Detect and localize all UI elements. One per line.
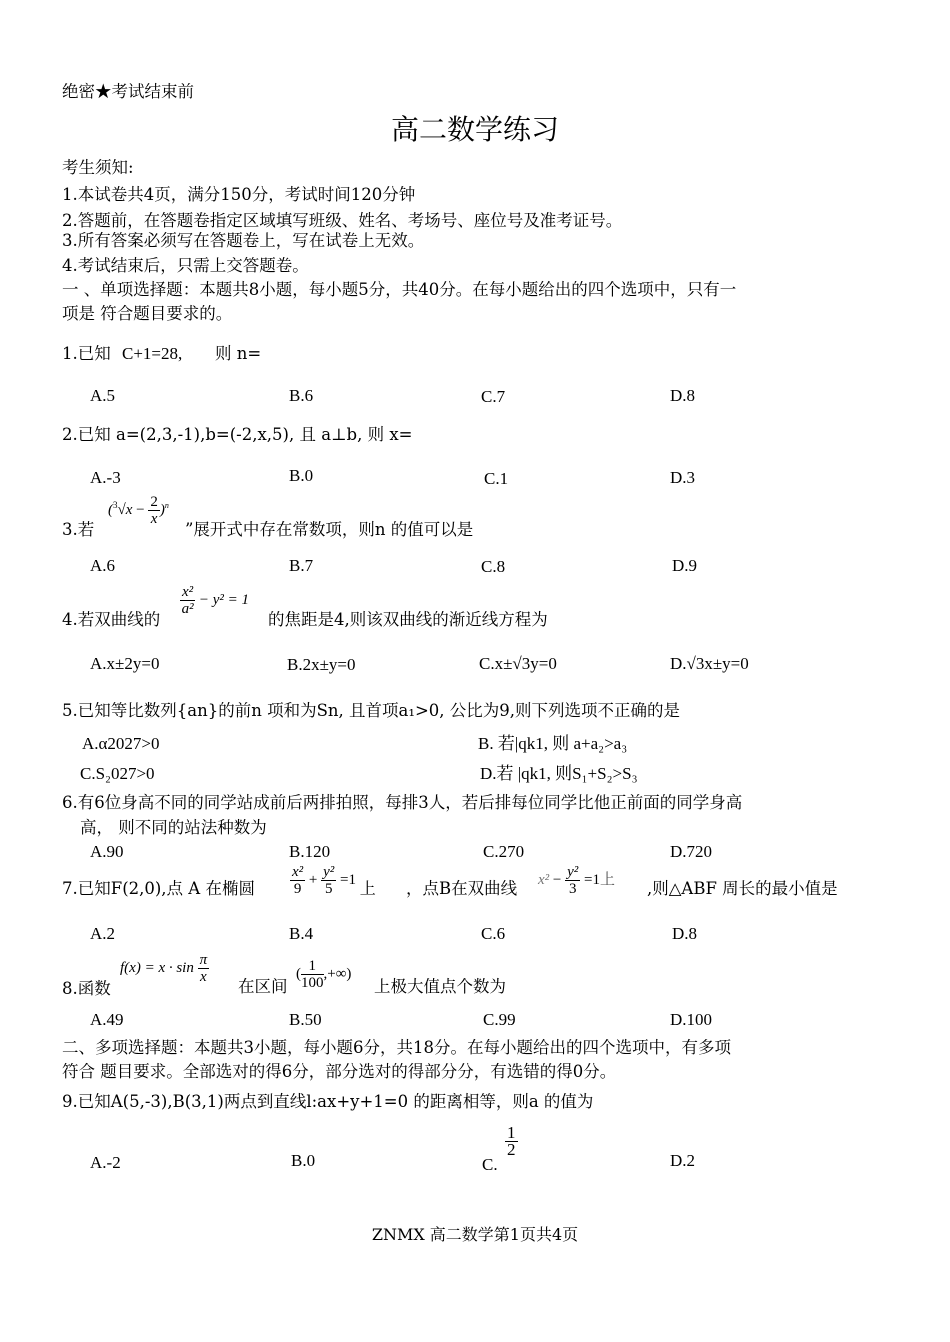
- option-c: C.: [482, 1155, 498, 1174]
- question-stem: 2.已知 a=(2,3,-1),b=(-2,x,5), 且 a⊥b, 则 x=: [62, 425, 413, 444]
- ellipse-equation: $\frac{\text{x²}}{9}$ + $\frac{\text{y²}}{5}$ =1 上: [292, 864, 376, 898]
- option-c: C.7: [481, 387, 506, 406]
- option-a: A.-3: [90, 468, 121, 487]
- hyperbola-equation: $\frac{\text{x²}}{\text{a²}}$ − y² = 1: [181, 584, 250, 617]
- notice-item: 4.考试结束后，只需上交答题卷。: [62, 256, 309, 275]
- option-c-fraction: $\frac{1}{2}$: [507, 1123, 516, 1159]
- section2-instructions: 二、多项选择题：本题共3小题，每小题6分，共18分。在每小题给出的四个选项中，有多项: [62, 1038, 731, 1057]
- hyperbola-equation: x² − $\frac{\text{y²}}{3}$ =1上: [538, 864, 616, 897]
- option-c: C.S₂027>0: [80, 764, 155, 783]
- option-d: D.√3x±y=0: [670, 654, 749, 673]
- section2-instructions: 符合 题目要求。全部选对的得6分，部分选对的得部分分，有选错的得0分。: [62, 1062, 617, 1081]
- option-d: D.若 |qk1, 则S₁+S₂>S₃: [480, 764, 638, 783]
- question-stem: 5.已知等比数列{an}的前n 项和为Sn, 且首项a₁>0, 公比为9,则下列选项不正确的是: [62, 701, 681, 720]
- question-stem: 9.已知A(5,-3),B(3,1)两点到直线l:ax+y+1=0 的距离相等，则a 的值为: [62, 1092, 594, 1111]
- option-a: A.α2027>0: [82, 734, 160, 753]
- option-a: A.90: [90, 842, 124, 861]
- option-d: D.8: [670, 386, 696, 405]
- question-stem-rest: ”展开式中存在常数项，则n 的值可以是: [185, 520, 474, 539]
- function-expression: f(x) = x · sin $\frac{\pi}{x}$: [120, 952, 208, 985]
- option-b: B.4: [289, 924, 314, 943]
- page-footer: ZNMX 高二数学第1页共4页: [371, 1225, 579, 1244]
- option-b: B.0: [289, 466, 314, 485]
- option-c: C.8: [481, 557, 506, 576]
- option-d: D.2: [670, 1151, 696, 1170]
- question-stem-rest: 上极大值点个数为: [374, 977, 506, 996]
- question-stem-rest: ,则△ABF 周长的最小值是: [647, 879, 838, 898]
- option-b: B.2x±y=0: [287, 655, 356, 674]
- option-b: B. 若|qk1, 则 a+a₂>a₃: [478, 734, 628, 753]
- notice-item: 2.答题前，在答题卷指定区域填写班级、姓名、考场号、座位号及准考证号。: [62, 211, 623, 230]
- option-a: A.2: [90, 924, 116, 943]
- notice-item: 3.所有答案必须写在答题卷上，写在试卷上无效。: [62, 231, 425, 250]
- option-b: B.7: [289, 556, 314, 575]
- option-b: B.6: [289, 386, 314, 405]
- option-c: C.1: [484, 469, 509, 488]
- section1-instructions: 项是 符合题目要求的。: [62, 304, 233, 323]
- page-title: 高二数学练习: [390, 113, 559, 146]
- option-d: D.8: [672, 924, 698, 943]
- question-stem-mid: ，点B在双曲线: [406, 879, 518, 898]
- secret-label: 绝密★考试结束前: [62, 82, 194, 101]
- option-d: D.3: [670, 468, 696, 487]
- question-stem: 7.已知F(2,0),点 A 在椭圆: [62, 879, 255, 898]
- question-stem: 高， 则不同的站法种数为: [80, 818, 267, 837]
- option-a: A.6: [90, 556, 116, 575]
- question-condition: C+1=28,: [122, 344, 183, 363]
- question-stem: 1.已知: [62, 344, 111, 363]
- question-stem: 8.函数: [62, 979, 111, 998]
- section1-instructions: 一 、单项选择题：本题共8小题，每小题5分，共40分。在每小题给出的四个选项中，只有一: [62, 280, 737, 299]
- question-stem: 6.有6位身高不同的同学站成前后两排拍照，每排3人，若后排每位同学比他正前面的同学身高: [62, 793, 743, 812]
- option-b: B.50: [289, 1010, 322, 1029]
- option-a: A.5: [90, 386, 116, 405]
- option-c: C.6: [481, 924, 506, 943]
- notice-heading: 考生须知:: [62, 158, 134, 177]
- option-d: D.9: [672, 556, 698, 575]
- option-a: A.-2: [90, 1153, 121, 1172]
- question-stem-rest: 的焦距是4,则该双曲线的渐近线方程为: [268, 610, 548, 629]
- notice-item: 1.本试卷共4页，满分150分，考试时间120分钟: [62, 185, 416, 204]
- option-d: D.100: [670, 1010, 713, 1029]
- option-b: B.0: [291, 1151, 316, 1170]
- interval-expression: ( $\frac{1}{100}$ ,+∞): [296, 958, 352, 991]
- binomial-expression: ($^3$√x − $\frac{2}{x}$ )$^n$: [108, 494, 169, 527]
- question-stem: 4.若双曲线的: [62, 610, 161, 629]
- option-b: B.120: [289, 842, 331, 861]
- option-c: C.x±√3y=0: [479, 654, 557, 673]
- option-c: C.270: [483, 842, 525, 861]
- option-a: A.49: [90, 1010, 124, 1029]
- option-d: D.720: [670, 842, 713, 861]
- option-c: C.99: [483, 1010, 516, 1029]
- question-stem: 3.若: [62, 520, 95, 539]
- option-a: A.x±2y=0: [90, 654, 160, 673]
- question-stem-mid: 在区间: [238, 977, 288, 996]
- question-ask: 则 n=: [215, 344, 262, 363]
